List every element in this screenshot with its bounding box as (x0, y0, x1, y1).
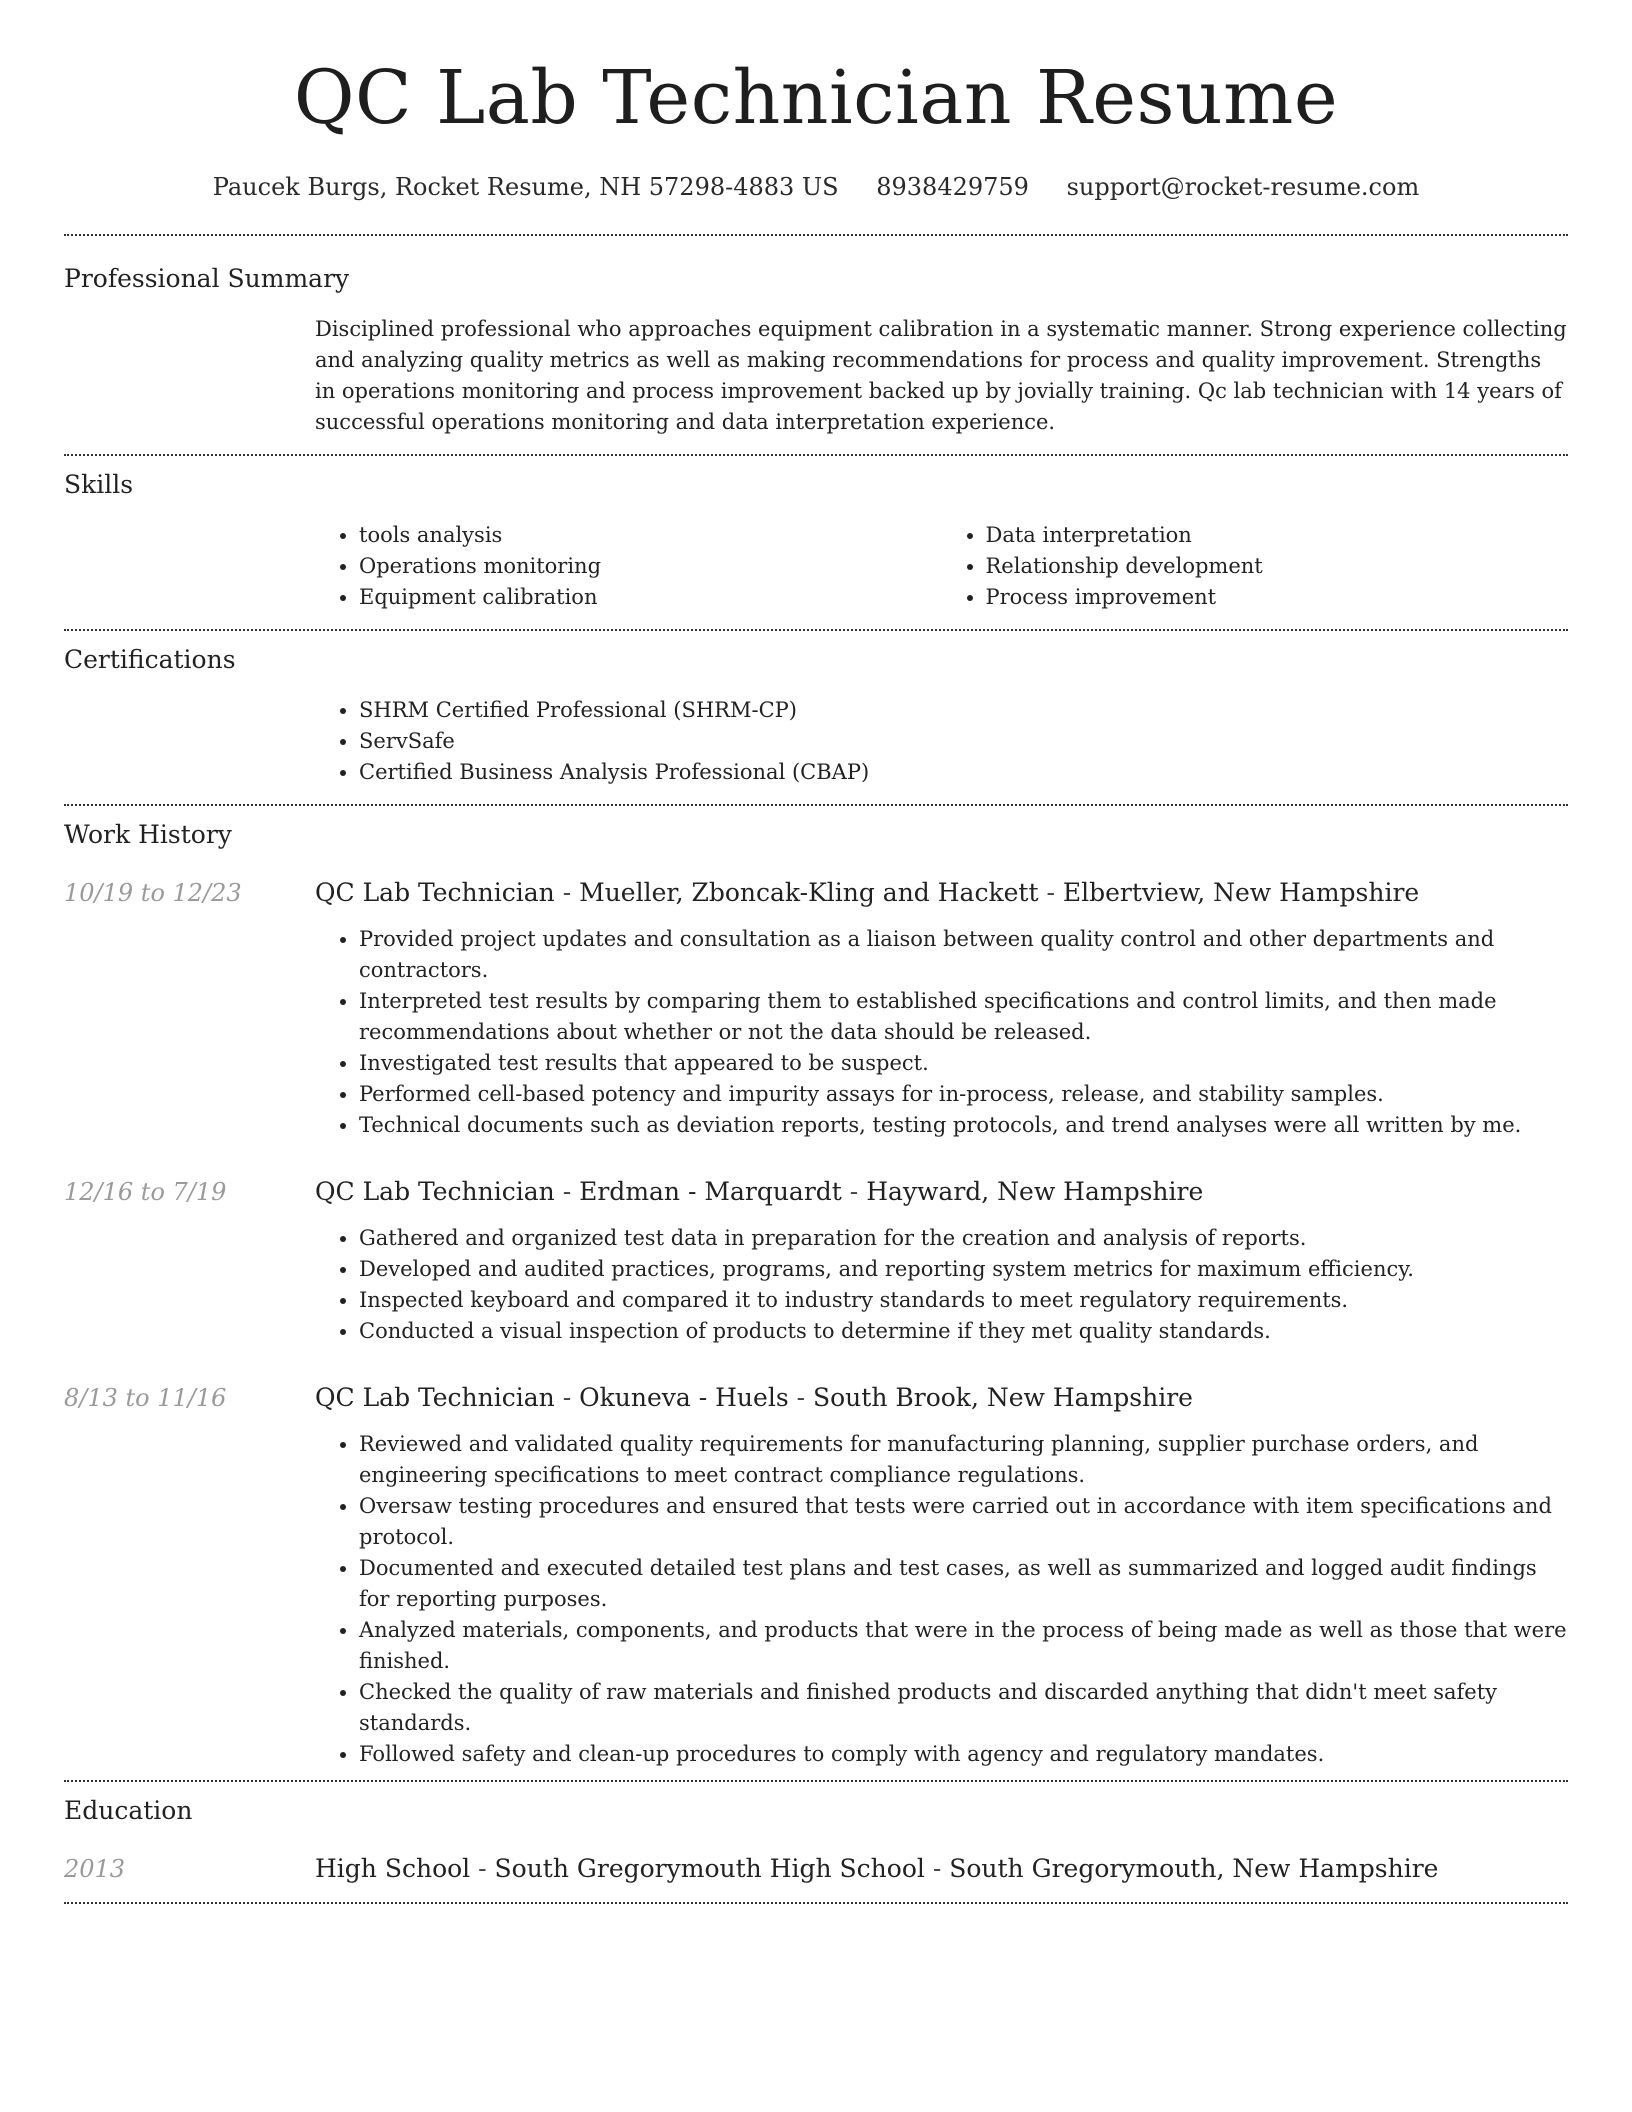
certifications-list (315, 677, 1568, 804)
job-location: Hayward, New Hampshire (866, 1177, 1204, 1206)
separator: - (554, 1177, 580, 1206)
job-dates: 12/16 to 7/19 (64, 1178, 227, 1206)
education-entry (64, 1828, 1568, 1902)
job-title: QC Lab Technician (315, 1383, 555, 1412)
separator: - (1038, 878, 1063, 907)
separator: - (788, 1383, 813, 1412)
job-bullet: • Analyzed materials, components, and products that were in the process of being made as well as those that were finished. (359, 1615, 1568, 1677)
job-bullet: • Interpreted test results by comparing them to established specifications and control limits, and then made recommendations about whether or not the data should be released. (359, 986, 1568, 1048)
job-bullet: • Documented and executed detailed test plans and test cases, as well as summarized and logged audit findings for reporting purposes. (359, 1553, 1568, 1615)
summary-text: Disciplined professional who approaches equipment calibration in a systematic manner. Strong experience collecting and analyzing quality metrics as well as making recommendations for process and quality improvement. Strengths in operations monitoring and process improvement backed up by jovially training. Qc lab technician with 14 years of successful operations monitoring and data interpretation experience. (315, 317, 1567, 434)
job-bullet: • Investigated test results that appeared to be suspect. (359, 1048, 1568, 1079)
job-bullets (315, 910, 1568, 1151)
job-bullets (315, 1415, 1568, 1780)
contact-phone: 8938429759 (876, 173, 1029, 201)
contact-address: Paucek Burgs, Rocket Resume, NH 57298-4883 US (212, 173, 839, 201)
skill-item: • Relationship development (986, 551, 1569, 582)
skill-item: • Equipment calibration (359, 582, 942, 613)
certification-item: • Certified Business Analysis Professional (CBAP) (359, 757, 1568, 788)
skill-item: • Data interpretation (986, 520, 1569, 551)
job-bullet: • Checked the quality of raw materials and finished products and discarded anything that didn't meet safety standards. (359, 1677, 1568, 1739)
education-degree: High School (315, 1854, 471, 1883)
job-company: Mueller, Zboncak-Kling and Hackett (579, 878, 1039, 907)
job-location: South Brook, New Hampshire (813, 1383, 1193, 1412)
summary-heading: Professional Summary (64, 264, 350, 293)
job-bullet: • Oversaw testing procedures and ensured that tests were carried out in accordance with item specifications and protocol. (359, 1491, 1568, 1553)
skill-item: • tools analysis (359, 520, 942, 551)
separator: - (841, 1177, 867, 1206)
job-company: Okuneva - Huels (579, 1383, 789, 1412)
job-title: QC Lab Technician (315, 878, 555, 907)
job-entry (64, 1151, 1568, 1357)
contact-email: support@rocket-resume.com (1066, 173, 1420, 201)
certification-item: • SHRM Certified Professional (SHRM-CP) (359, 695, 1568, 726)
section-divider (64, 1902, 1568, 1904)
skills-list-left (315, 520, 942, 613)
job-title: QC Lab Technician (315, 1177, 555, 1206)
separator: - (554, 878, 580, 907)
job-entry (64, 1357, 1568, 1780)
education-section (64, 1782, 1568, 1902)
job-bullet: • Inspected keyboard and compared it to industry standards to meet regulatory requirements. (359, 1285, 1568, 1316)
work-history-section (64, 806, 1568, 1780)
job-heading (315, 876, 1568, 910)
resume-title: QC Lab Technician Resume (293, 55, 1339, 141)
education-year: 2013 (64, 1855, 126, 1883)
job-bullet: • Conducted a visual inspection of products to determine if they met quality standards. (359, 1316, 1568, 1347)
skill-item: • Process improvement (986, 582, 1569, 613)
summary-section (64, 236, 1568, 454)
job-dates: 8/13 to 11/16 (64, 1384, 227, 1412)
education-heading: Education (64, 1796, 193, 1825)
job-heading (315, 1381, 1568, 1415)
job-bullet: • Reviewed and validated quality requirements for manufacturing planning, supplier purchase orders, and engineering specifications to meet contract compliance regulations. (359, 1429, 1568, 1491)
job-bullet: • Followed safety and clean-up procedures to comply with agency and regulatory mandates. (359, 1739, 1568, 1770)
contact-line (64, 170, 1568, 204)
separator: - (470, 1854, 495, 1883)
education-heading-line (315, 1852, 1568, 1886)
job-bullet: • Provided project updates and consultation as a liaison between quality control and other departments and contractors. (359, 924, 1568, 986)
job-bullet: • Developed and audited practices, programs, and reporting system metrics for maximum efficiency. (359, 1254, 1568, 1285)
job-bullets (315, 1209, 1568, 1357)
education-school: South Gregorymouth High School (494, 1854, 925, 1883)
job-bullet: • Technical documents such as deviation reports, testing protocols, and trend analyses were all written by me. (359, 1110, 1568, 1141)
education-location: South Gregorymouth, New Hampshire (949, 1854, 1439, 1883)
skill-item: • Operations monitoring (359, 551, 942, 582)
separator: - (554, 1383, 580, 1412)
skills-section (64, 456, 1568, 629)
job-entry (64, 852, 1568, 1151)
job-dates: 10/19 to 12/23 (64, 879, 242, 907)
certification-item: • ServSafe (359, 726, 1568, 757)
job-location: Elbertview, New Hampshire (1062, 878, 1420, 907)
job-bullet: • Performed cell-based potency and impurity assays for in-process, release, and stability samples. (359, 1079, 1568, 1110)
work-history-heading: Work History (64, 820, 232, 849)
certifications-heading: Certifications (64, 645, 236, 674)
job-bullet: • Gathered and organized test data in preparation for the creation and analysis of reports. (359, 1223, 1568, 1254)
certifications-section (64, 631, 1568, 804)
skills-heading: Skills (64, 470, 134, 499)
job-heading (315, 1175, 1568, 1209)
separator: - (924, 1854, 950, 1883)
skills-list-right (942, 520, 1569, 613)
job-company: Erdman - Marquardt (579, 1177, 842, 1206)
